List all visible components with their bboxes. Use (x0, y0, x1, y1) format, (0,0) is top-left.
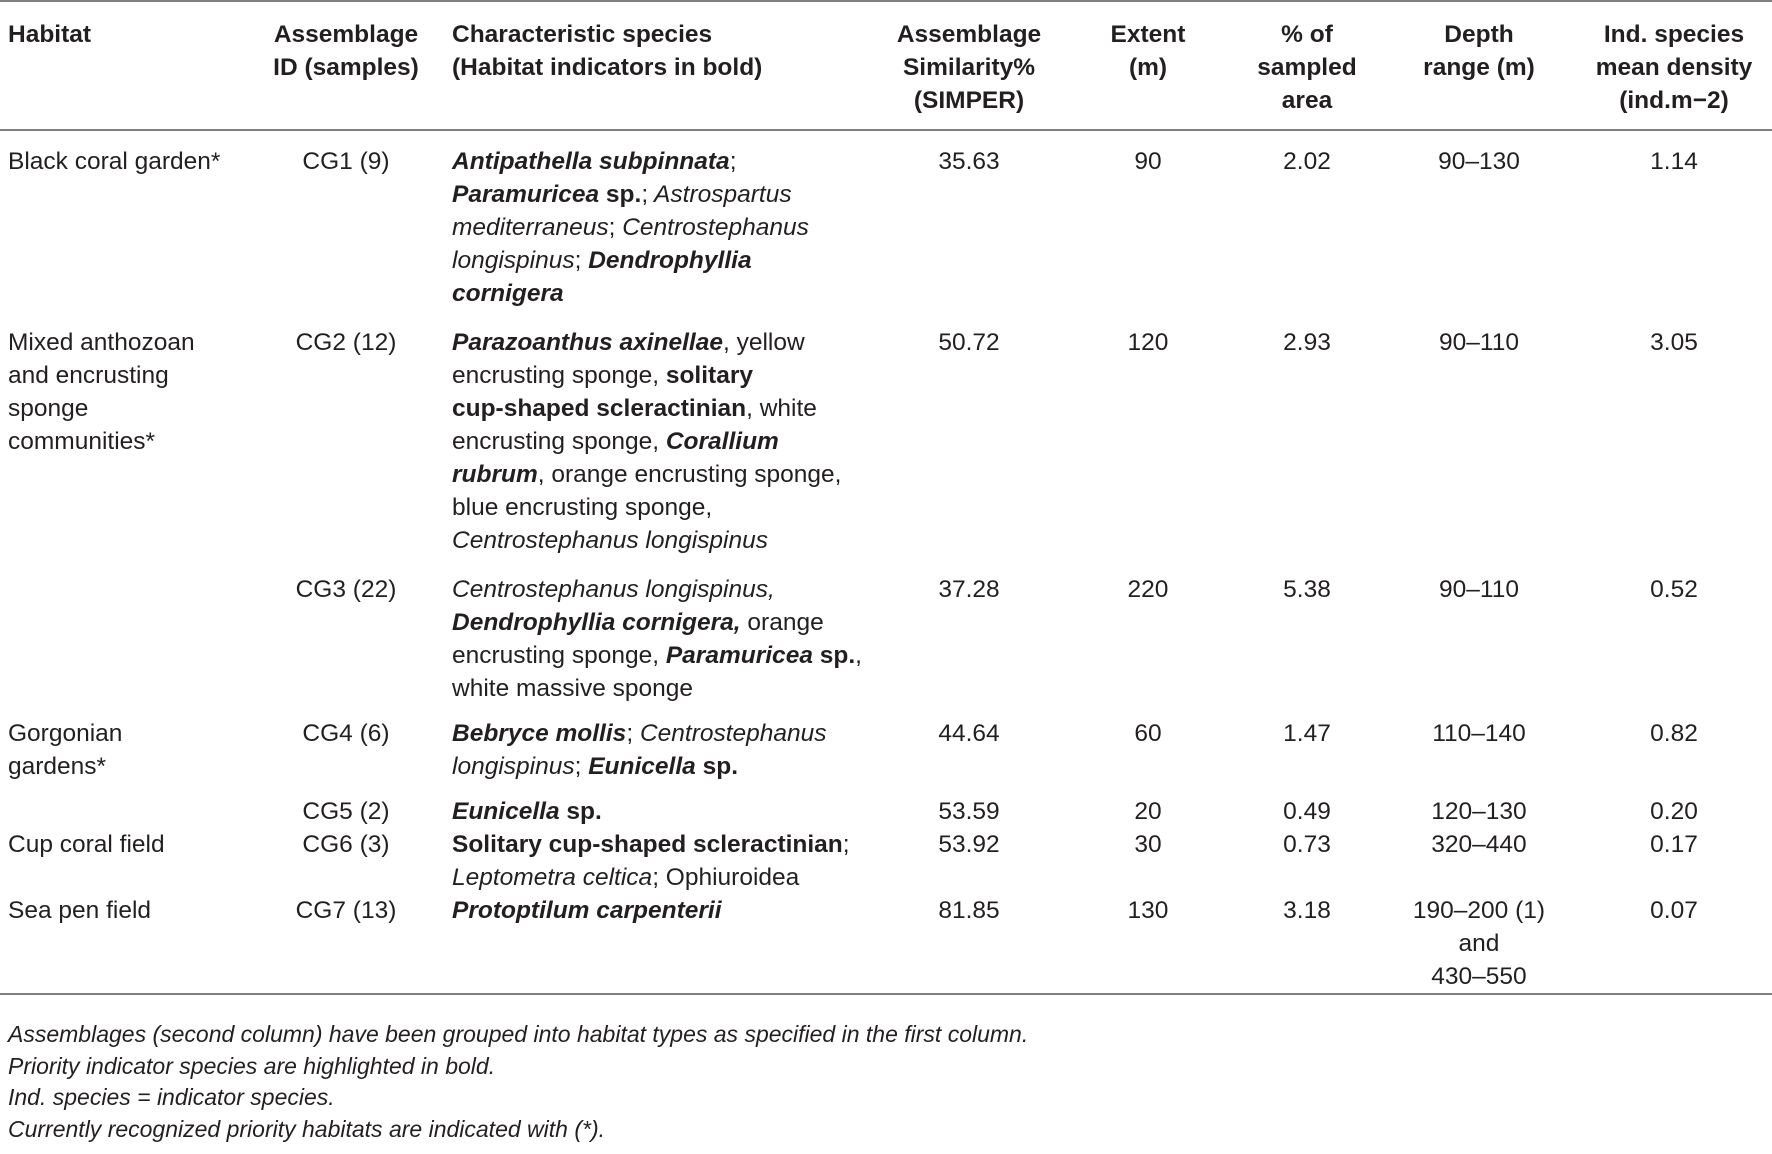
depth-text-line: 190–200 (1) (1412, 897, 1546, 924)
cell-characteristic-species (444, 828, 874, 894)
depth-text-line: 120–130 (1431, 798, 1527, 825)
species-text-run: sp. (812, 642, 856, 669)
header-text-line: mean density (1595, 54, 1753, 81)
cell-assemblage-id: CG2 (12) (295, 329, 397, 356)
cell-pct-area: 2.02 (1283, 148, 1331, 175)
cell-extent: 30 (1134, 831, 1162, 858)
species-text-run: Centrostephanus (622, 214, 809, 241)
species-text-run: longispinus (452, 247, 575, 274)
depth-text-line: 90–110 (1439, 329, 1519, 356)
cell-characteristic-species (444, 326, 874, 573)
species-text-run: Solitary cup-shaped scleractinian (452, 831, 843, 858)
cell-depth-range (1382, 828, 1576, 894)
species-text-run: Paramuricea (452, 181, 600, 208)
cell-pct-area: 0.73 (1283, 831, 1331, 858)
habitat-text-line: sponge (8, 395, 89, 422)
species-text-run: sp. (599, 181, 642, 208)
habitat-text-line: Cup coral field (8, 831, 165, 858)
header-text-line: ID (samples) (273, 54, 419, 81)
habitat-text-line: Mixed anthozoan (8, 329, 195, 356)
cell-pct-area: 0.49 (1283, 798, 1331, 825)
cell-extent: 20 (1134, 798, 1162, 825)
cell-habitat (0, 326, 248, 573)
cell-habitat (0, 130, 248, 326)
species-text-run: Centrostephanus longispinus, (452, 576, 775, 603)
species-text-run: Protoptilum carpenterii (452, 897, 722, 924)
table-footnotes (8, 1019, 1748, 1145)
cell-characteristic-species (444, 717, 874, 795)
cell-mean-density: 0.20 (1650, 798, 1698, 825)
header-text-line: range (m) (1423, 54, 1535, 81)
species-text-run: ; (626, 720, 640, 747)
header-text-line: (ind.m−2) (1619, 87, 1729, 114)
header-text-line: area (1281, 87, 1333, 114)
header-assemblage-id (248, 1, 444, 130)
table-row (0, 828, 1772, 894)
cell-depth-range (1382, 717, 1576, 795)
species-text-run: sp. (695, 753, 739, 780)
header-characteristic-species (444, 1, 874, 130)
habitat-text-line: Sea pen field (8, 897, 152, 924)
species-text-run: ; (608, 214, 623, 241)
species-text-run: cup-shaped scleractinian (452, 395, 747, 422)
cell-pct-area: 2.93 (1283, 329, 1331, 356)
header-text-line: Assemblage (273, 21, 419, 48)
species-text-run: , (855, 642, 862, 669)
footnote: Priority indicator species are highlighted in bold. (8, 1052, 496, 1079)
species-text-run: ; Ophiuroidea (652, 864, 800, 891)
cell-habitat (0, 828, 248, 894)
header-text-line: Depth (1444, 21, 1514, 48)
species-text-run: sp. (559, 798, 602, 825)
cell-mean-density: 0.07 (1650, 897, 1698, 924)
header-habitat (0, 1, 248, 130)
cell-depth-range (1382, 130, 1576, 326)
cell-depth-range (1382, 894, 1576, 994)
cell-similarity: 50.72 (938, 329, 1000, 356)
species-text-run: rubrum (452, 461, 538, 488)
cell-habitat (0, 795, 248, 828)
species-text-run: Leptometra celtica (452, 864, 653, 891)
cell-pct-area: 3.18 (1283, 897, 1331, 924)
table-body (0, 130, 1772, 994)
cell-depth-range (1382, 326, 1576, 573)
cell-assemblage-id: CG1 (9) (302, 148, 390, 175)
header-row (0, 1, 1772, 130)
cell-extent: 120 (1127, 329, 1169, 356)
habitat-text-line: gardens* (8, 753, 107, 780)
cell-depth-range (1382, 795, 1576, 828)
cell-assemblage-id: CG7 (13) (295, 897, 397, 924)
header-text-line: Assemblage (896, 21, 1042, 48)
species-text-run: orange (740, 609, 824, 636)
header-text-line: Similarity% (902, 54, 1036, 81)
species-text-run: Parazoanthus axinellae (452, 329, 723, 356)
header-extent (1064, 1, 1232, 130)
species-text-run: encrusting sponge, (452, 642, 666, 669)
header-text-line: Characteristic species (452, 21, 713, 48)
cell-extent: 60 (1134, 720, 1162, 747)
species-text-run: Centrostephanus (639, 720, 827, 747)
species-text-run: Eunicella (588, 753, 696, 780)
depth-text-line: 90–110 (1439, 576, 1519, 603)
habitat-text-line: communities* (8, 428, 156, 455)
cell-similarity: 53.59 (938, 798, 1000, 825)
habitat-text-line: and encrusting (8, 362, 169, 389)
cell-mean-density: 0.82 (1650, 720, 1698, 747)
species-text-run: Antipathella subpinnata (452, 148, 730, 175)
table-row (0, 795, 1772, 828)
species-text-run: Eunicella (452, 798, 560, 825)
species-text-run: Bebryce mollis (452, 720, 627, 747)
cell-characteristic-species (444, 130, 874, 326)
cell-similarity: 44.64 (938, 720, 1000, 747)
depth-text-line: and (1458, 930, 1500, 957)
header-depth-range (1382, 1, 1576, 130)
species-text-run: blue encrusting sponge, (452, 494, 713, 521)
species-text-run: ; (842, 831, 850, 858)
cell-similarity: 53.92 (938, 831, 1000, 858)
header-text-line: % of (1281, 21, 1333, 48)
cell-pct-area: 1.47 (1283, 720, 1331, 747)
species-text-run: , white (746, 395, 817, 422)
species-text-run: ; (574, 247, 589, 274)
cell-characteristic-species (444, 573, 874, 717)
cell-characteristic-species (444, 795, 874, 828)
species-text-run: ; (729, 148, 737, 175)
species-text-run: white massive sponge (452, 675, 694, 702)
species-text-run: Centrostephanus longispinus (452, 527, 768, 554)
species-text-run: Paramuricea (665, 642, 813, 669)
cell-similarity: 37.28 (938, 576, 1000, 603)
table-row (0, 894, 1772, 994)
header-text-line: Habitat (8, 21, 92, 48)
cell-assemblage-id: CG3 (22) (295, 576, 397, 603)
species-text-run: Astrospartus (648, 181, 792, 208)
species-text-run: mediterraneus (452, 214, 609, 241)
cell-characteristic-species (444, 894, 874, 994)
species-text-run: encrusting sponge, (452, 362, 666, 389)
habitat-text-line: Black coral garden* (8, 148, 221, 175)
header-text-line: Ind. species (1603, 21, 1745, 48)
cell-habitat (0, 717, 248, 795)
species-text-run: ; (574, 753, 589, 780)
species-text-run: Dendrophyllia cornigera, (452, 609, 741, 636)
cell-extent: 130 (1127, 897, 1169, 924)
cell-pct-area: 5.38 (1283, 576, 1331, 603)
table-row (0, 326, 1772, 573)
header-similarity (874, 1, 1064, 130)
table-row (0, 573, 1772, 717)
depth-text-line: 110–140 (1432, 720, 1526, 747)
species-text-run: ; (641, 181, 649, 208)
depth-text-line: 90–130 (1438, 148, 1520, 175)
header-mean-density (1576, 1, 1772, 130)
species-text-run: , orange encrusting sponge, (537, 461, 842, 488)
species-text-run: solitary (665, 362, 753, 389)
header-pct-area (1232, 1, 1382, 130)
cell-mean-density: 3.05 (1650, 329, 1698, 356)
cell-mean-density: 1.14 (1650, 148, 1698, 175)
cell-similarity: 35.63 (938, 148, 1000, 175)
cell-mean-density: 0.17 (1650, 831, 1698, 858)
cell-assemblage-id: CG6 (3) (302, 831, 390, 858)
table-row (0, 130, 1772, 326)
table-row (0, 717, 1772, 795)
cell-mean-density: 0.52 (1650, 576, 1698, 603)
cell-similarity: 81.85 (938, 897, 1000, 924)
header-text-line: Extent (1110, 21, 1186, 48)
cell-assemblage-id: CG4 (6) (302, 720, 390, 747)
footnote: Ind. species = indicator species. (8, 1084, 335, 1110)
cell-depth-range (1382, 573, 1576, 717)
header-text-line: (Habitat indicators in bold) (452, 54, 763, 81)
footnote: Assemblages (second column) have been grouped into habitat types as specified in the first column. (8, 1021, 1029, 1047)
header-text-line: (SIMPER) (913, 87, 1025, 114)
species-text-run: Dendrophyllia cornigera (452, 247, 752, 307)
depth-text-line: 430–550 (1431, 963, 1527, 990)
cell-extent: 220 (1127, 576, 1169, 603)
species-text-run: longispinus (452, 753, 575, 780)
species-text-run: , yellow (722, 329, 805, 356)
habitat-text-line: Gorgonian (8, 720, 123, 747)
cell-habitat (0, 573, 248, 717)
header-text-line: (m) (1128, 54, 1168, 81)
header-text-line: sampled (1257, 54, 1357, 81)
footnote: Currently recognized priority habitats are indicated with (*). (8, 1115, 605, 1142)
species-text-run: encrusting sponge, (452, 428, 666, 455)
cell-extent: 90 (1134, 148, 1162, 175)
depth-text-line: 320–440 (1431, 831, 1527, 858)
species-text-run: Corallium (665, 428, 779, 455)
cell-assemblage-id: CG5 (2) (302, 798, 390, 825)
cell-habitat (0, 894, 248, 994)
